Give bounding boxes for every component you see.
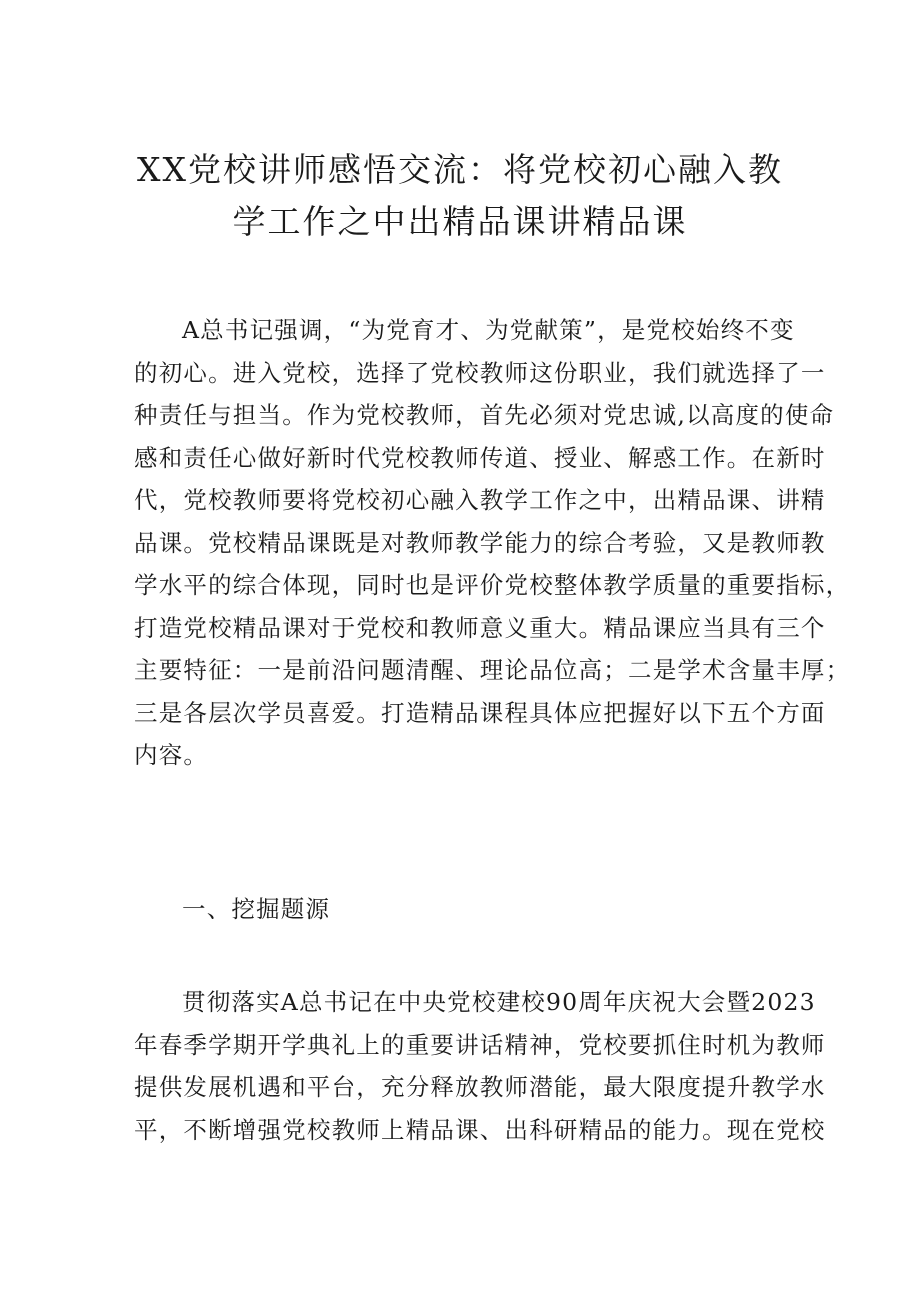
paragraph-line: 年春季学期开学典礼上的重要讲话精神，党校要抓住时机为教师 <box>134 1030 826 1059</box>
paragraph-line: 平，不断增强党校教师上精品课、出科研精品的能力。现在党校 <box>134 1115 826 1144</box>
section-heading-text: 一、挖掘题源 <box>182 895 331 923</box>
paragraph-line: 贯彻落实A总书记在中央党校建校90周年庆祝大会暨2023 <box>182 988 816 1016</box>
paragraph-line: 打造党校精品课对于党校和教师意义重大。精品课应当具有三个 <box>134 613 826 642</box>
paragraph-line: 学水平的综合体现，同时也是评价党校整体教学质量的重要指标， <box>134 571 851 599</box>
paragraph-line: 代，党校教师要将党校初心融入教学工作之中，出精品课、讲精 <box>134 486 826 514</box>
paragraph-line: 品课。党校精品课既是对教师教学能力的综合考验，又是教师教 <box>134 528 826 557</box>
intro-paragraph <box>134 309 851 777</box>
paragraph-line: 种责任与担当。作为党校教师，首先必须对党忠诚,以高度的使命 <box>134 401 835 429</box>
paragraph-line: 提供发展机遇和平台，充分释放教师潜能，最大限度提升教学水 <box>134 1073 826 1101</box>
title-line: XX党校讲师感悟交流：将党校初心融入教 <box>137 150 783 190</box>
paragraph-line: 内容。 <box>134 741 209 769</box>
paragraph-line: 的初心。进入党校，选择了党校教师这份职业，我们就选择了一 <box>134 358 826 387</box>
document-title <box>120 144 800 248</box>
paragraph-line: 三是各层次学员喜爱。打造精品课程具体应把握好以下五个方面 <box>134 698 826 727</box>
section-paragraph <box>134 981 826 1151</box>
paragraph-line: A总书记强调，“为党育才、为党献策”，是党校始终不变 <box>182 316 795 344</box>
title-line: 学工作之中出精品课讲精品课 <box>232 202 688 242</box>
section-heading <box>134 888 794 931</box>
paragraph-line: 主要特征：一是前沿问题清醒、理论品位高；二是学术含量丰厚； <box>134 656 851 684</box>
paragraph-line: 感和责任心做好新时代党校教师传道、授业、解惑工作。在新时 <box>134 443 826 472</box>
